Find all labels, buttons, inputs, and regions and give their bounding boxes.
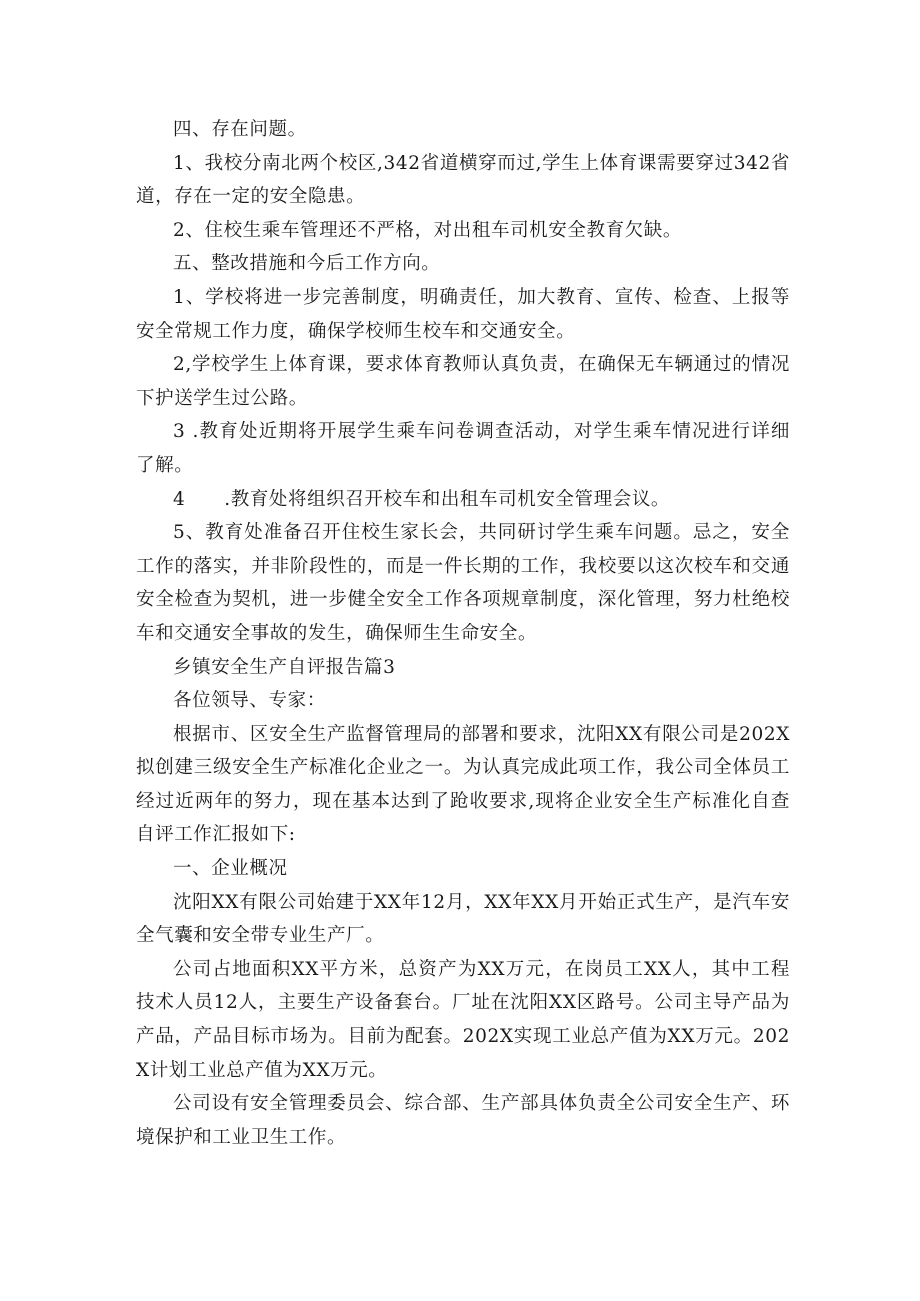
paragraph-overview-3: 公司设有安全管理委员会、综合部、生产部具体负责全公司安全生产、环境保护和工业卫生工作。 [136,1093,790,1148]
paragraph-intro: 根据市、区安全生产监督管理局的部署和要求，沈阳XX有限公司是202X拟创建三级安全生产标准化企业之一。为认真完成此项工作，我公司全体员工经过近两年的努力，现在基本达到了跄收要求,现将企业安全生产标准化自查自评工作汇报如下: [136,723,790,846]
paragraph-overview-1: 沈阳XX有限公司始建于XX年12月，XX年XX月开始正式生产，是汽车安全气囊和安全带专业生产厂。 [136,891,790,947]
document-body [136,113,790,1154]
section-heading-measures: 五、整改措施和今后工作方向。 [173,253,441,275]
salutation: 各位领导、专家： [173,690,326,712]
report-title: 乡镇安全生产自评报告篇3 [173,656,396,678]
paragraph-measure-5: 5、教育处准备召开住校生家长会，共同研讨学生乘车问题。忌之，安全工作的落实，并非阶段性的，而是一件长期的工作，我校要以这次校车和交通安全检查为契机，进一步健全安全工作各项规章制度，深化管理，努力杜绝校车和交通安全事故的发生，确保师生生命安全。 [136,522,790,644]
paragraph-measure-3: 3 .教育处近期将开展学生乘车问卷调查活动，对学生乘车情况进行详细了解。 [136,421,790,476]
section-heading-problems: 四、存在问题。 [173,119,307,140]
paragraph-measure-2: 2,学校学生上体育课，要求体育教师认真负责，在确保无车辆通过的情况下护送学生过公路。 [136,354,790,409]
paragraph-problem-2: 2、住校生乘车管理还不严格，对出租车司机安全教育欠缺。 [173,219,682,241]
paragraph-problem-1: 1、我校分南北两个校区,342省道横穿而过,学生上体育课需要穿过342省道，存在一定的安全隐患。 [136,152,790,208]
paragraph-measure-4: 4 .教育处将组织召开校车和出租车司机安全管理会议。 [173,488,671,510]
section-heading-overview: 一、企业概况 [173,858,288,880]
paragraph-overview-2: 公司占地面积XX平方米，总资产为XX万元，在岗员工XX人，其中工程技术人员12人，主要生产设备套台。厂址在沈阳XX区路号。公司主导产品为产品，产品目标市场为。目前为配套。202X实现工业总产值为XX万元。202X计划工业总产值为XX万元。 [136,958,790,1081]
paragraph-measure-1: 1、学校将进一步完善制度，明确责任，加大教育、宣传、检查、上报等安全常规工作力度，确保学校师生校车和交通安全。 [136,286,790,342]
